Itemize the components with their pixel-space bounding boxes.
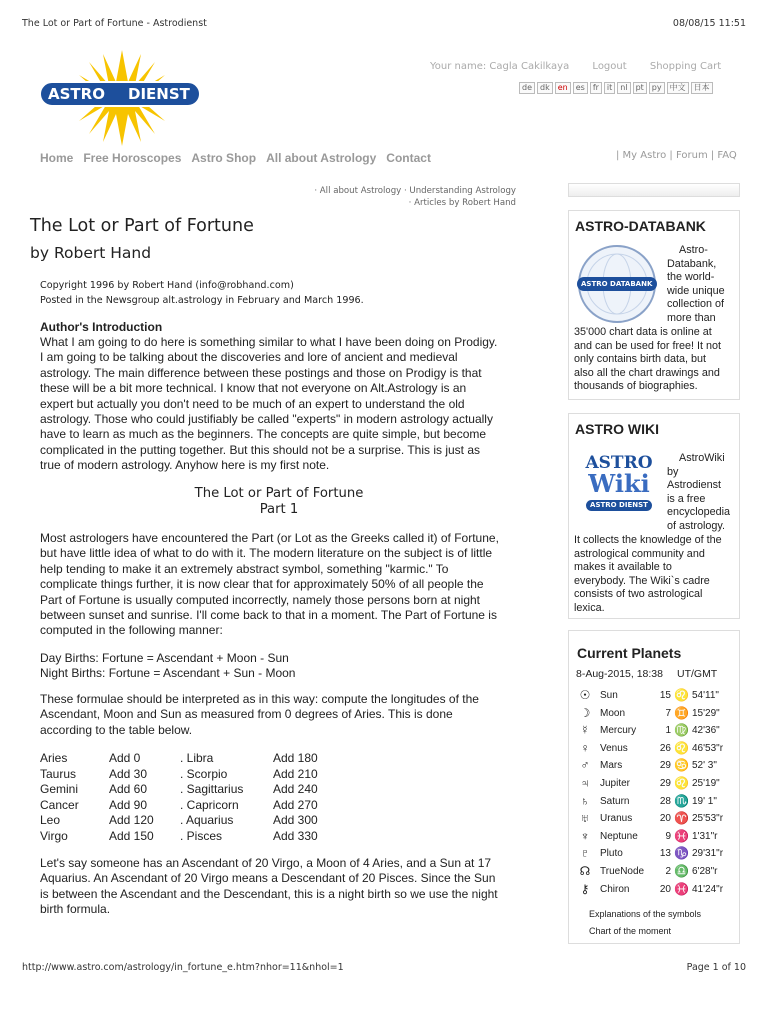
text-line: These formulae should be interpreted as in this way: compute the longitudes of the [40, 692, 479, 706]
user-name: Your name: Cagla Cakilkaya [430, 61, 570, 72]
text-line: more than [667, 311, 716, 324]
print-page-title: The Lot or Part of Fortune - Astrodienst [22, 18, 207, 29]
sign-offset-table [40, 751, 318, 844]
text-line: help tending to make it an extremely abstract symbol, something "karmic." To [40, 561, 449, 576]
planet-position: 6'28"r [692, 866, 718, 877]
text-line: according to the table below. [40, 722, 193, 737]
text-line: complicated in the putting together. But this should not be a surprise. This is just as [40, 442, 481, 457]
planets-heading: Current Planets [577, 645, 682, 661]
logo-text-dienst: DIENST [128, 85, 190, 103]
table-cell: Gemini [40, 782, 79, 796]
planet-name: Mercury [600, 725, 637, 737]
text-line: everybody. The Wiki`s cadre [574, 574, 710, 587]
planet-symbol-icon: ☊ [579, 864, 591, 878]
text-line: Part of Fortune is usually computed incorrectly, namely those persons born at night [40, 592, 480, 607]
table-cell: Aries [40, 751, 68, 765]
planet-position: 1'31"r [692, 830, 718, 842]
table-row [40, 798, 318, 814]
table-row [40, 767, 318, 783]
lang-zh[interactable]: 中文 [667, 82, 689, 94]
planet-row [575, 741, 741, 758]
planet-position: 42'36" [692, 725, 720, 737]
logout-link[interactable]: Logout [592, 61, 627, 72]
planet-position: 25'19" [692, 778, 720, 789]
planet-row [575, 846, 741, 863]
text-line: between sunset and sunrise. I'll come back to that in a moment. The Part of Fortune is [40, 608, 497, 623]
text-line: I am going to be talking about the discoveries and lore of ancient and medieval [40, 350, 458, 365]
zodiac-sign-icon: ♊ [674, 705, 689, 720]
planet-row [575, 758, 741, 775]
table-cell: . Libra [180, 751, 214, 765]
planet-symbol-icon: ☿ [580, 723, 590, 738]
table-cell: Virgo [40, 828, 68, 843]
text-line: 35'000 chart data is online at [574, 326, 712, 338]
print-url: http://www.astro.com/astrology/in_fortune_e.htm?nhor=11&nhol=1 [22, 962, 344, 973]
planet-symbol-icon: ♂ [580, 758, 590, 773]
planet-position: 15'29" [692, 707, 720, 719]
text-line: is a free [667, 492, 706, 505]
nav-free-horoscopes[interactable]: Free Horoscopes [83, 151, 182, 165]
lang-fr[interactable]: fr [590, 82, 602, 94]
part-heading [40, 486, 518, 518]
lang-it[interactable]: it [604, 82, 615, 94]
table-cell: Add 120 [109, 813, 154, 827]
planet-degree: 2 [665, 866, 671, 877]
planets-datetime [576, 668, 717, 680]
table-row [40, 782, 318, 798]
astro-wiki-box[interactable] [568, 413, 740, 619]
print-footer [22, 962, 746, 973]
planet-symbol-icon: ♃ [580, 776, 590, 790]
table-cell: . Aquarius [180, 813, 234, 827]
zodiac-sign-icon: ♌ [674, 740, 689, 755]
zodiac-sign-icon: ♑ [674, 846, 689, 861]
table-row [40, 751, 318, 767]
wiki-heading[interactable]: ASTRO WIKI [575, 421, 659, 437]
text-line: makes it available to [574, 561, 672, 574]
lang-nl[interactable]: nl [617, 82, 630, 94]
planet-position: 25'53"r [692, 813, 724, 825]
text-line: astrological community and [574, 547, 705, 560]
table-cell: . Scorpio [180, 766, 228, 781]
text-line: encyclopedia [667, 506, 731, 519]
zodiac-sign-icon: ♍ [674, 723, 689, 738]
databank-text-wide [574, 326, 721, 394]
planet-degree: 13 [659, 848, 671, 860]
planet-row [575, 811, 741, 828]
table-cell: Taurus [40, 766, 77, 781]
planet-symbol-icon: ⚷ [580, 881, 590, 896]
planet-symbol-icon: ♆ [580, 828, 590, 843]
zodiac-sign-icon: ♓ [674, 828, 689, 843]
wiki-text-wide [574, 534, 722, 616]
planet-row [575, 794, 741, 811]
lang-ja[interactable]: 日本 [691, 82, 713, 94]
copyright-block [40, 278, 364, 308]
text-line: consists of two astrological [574, 588, 703, 601]
planet-name: Sun [600, 690, 618, 701]
page-title: The Lot or Part of Fortune [30, 216, 254, 236]
planet-degree: 29 [659, 760, 671, 772]
intro-heading: Author's Introduction [40, 320, 163, 334]
nav-home[interactable]: Home [40, 151, 74, 165]
print-page-number: Page 1 of 10 [686, 962, 746, 973]
planet-degree: 29 [659, 778, 671, 789]
table-cell: Add 180 [273, 751, 318, 765]
current-planets-box [568, 630, 740, 944]
planet-row [575, 882, 741, 899]
planet-row [575, 688, 741, 705]
planet-position: 46'53"r [692, 742, 724, 754]
planet-degree: 28 [659, 795, 671, 807]
text-line: computed in the following manner: [40, 623, 223, 638]
lang-py[interactable]: py [649, 82, 665, 94]
planet-position: 29'31"r [692, 848, 724, 860]
zodiac-sign-icon: ♏ [674, 793, 689, 808]
text-line: astrology. The main difference between these postings and those on Prodigy is that [40, 365, 482, 380]
table-cell: Add 330 [273, 828, 318, 843]
planet-symbol-icon: ☉ [579, 688, 591, 702]
text-line: and can be used for free! It not [574, 339, 722, 352]
article-byline: by Robert Hand [30, 244, 152, 262]
part-subtitle: Part 1 [259, 502, 299, 517]
breadcrumb-line-1[interactable]: · All about Astrology · Understanding Astrology [314, 186, 516, 196]
wiki-logo-top: ASTRO [585, 453, 653, 473]
planet-row [575, 829, 741, 846]
table-cell: Add 90 [109, 797, 148, 812]
main-nav [40, 151, 431, 165]
chart-of-moment-link[interactable]: Chart of the moment [589, 926, 672, 936]
text-line: have to learn as much as the beginners. The concepts are quite simple, but become [40, 427, 487, 442]
planet-position: 52' 3" [692, 760, 717, 772]
text-line: Databank, [667, 257, 717, 270]
symbols-explanation-link[interactable]: Explanations of the symbols [589, 909, 702, 919]
planet-degree: 20 [659, 813, 671, 825]
text-line: Astro- [679, 244, 708, 256]
planet-row [575, 864, 741, 881]
text-line: the world- [667, 271, 715, 284]
table-cell: Leo [40, 813, 61, 827]
planet-name: Neptune [600, 830, 638, 842]
text-line: lexica. [574, 601, 605, 614]
planet-name: Saturn [600, 795, 630, 807]
planet-row [575, 723, 741, 740]
copyright-line: Copyright 1996 by Robert Hand (info@robhand.com) [40, 280, 294, 291]
wiki-text-narrow [667, 452, 730, 534]
planet-name: Chiron [600, 883, 630, 895]
planet-degree: 20 [659, 883, 671, 895]
paragraph-4 [40, 856, 518, 918]
planet-name: Mars [600, 760, 623, 772]
table-cell: Add 300 [273, 813, 318, 827]
planet-row [575, 776, 741, 793]
text-line: complicate things further, it is now clear that for approximately 50% of all people the [40, 577, 484, 592]
shopping-cart-link[interactable]: Shopping Cart [649, 61, 722, 72]
lang-dk[interactable]: dk [537, 82, 553, 94]
planet-name: Moon [600, 707, 626, 719]
table-cell: Add 0 [109, 751, 141, 765]
planet-degree: 7 [665, 707, 671, 719]
databank-heading[interactable]: ASTRO-DATABANK [575, 218, 706, 234]
text-line: collection of [667, 298, 725, 311]
text-line: also all the chart drawings and [574, 366, 720, 379]
text-line: is between the Ascendant and the Descendant, this is a night birth so we use the night [40, 886, 498, 901]
planet-position: 41'24"r [692, 883, 724, 895]
nav-astro-shop[interactable]: Astro Shop [191, 151, 257, 165]
planet-degree: 9 [665, 830, 671, 842]
zodiac-sign-icon: ♈ [674, 811, 689, 826]
planet-name: Venus [600, 742, 628, 754]
planet-name: Jupiter [600, 778, 631, 789]
planet-position: 19' 1" [692, 795, 717, 807]
text-line: AstroWiki [679, 452, 725, 464]
table-cell: Add 150 [109, 828, 154, 843]
text-line: What I am going to do here is something similar to what I have been doing on Prodigy. [40, 335, 498, 349]
planets-timezone: UT/GMT [676, 668, 718, 680]
print-datetime: 08/08/15 11:51 [672, 18, 746, 29]
text-line: Ascendant, Moon and Sun as measured from 0 degrees of Aries. This is done [40, 707, 453, 722]
table-row [40, 813, 318, 829]
planet-name: Pluto [600, 848, 623, 860]
planet-row [575, 706, 741, 723]
lang-es[interactable]: es [573, 82, 588, 94]
lang-de[interactable]: de [519, 82, 535, 94]
text-line: astrology. Those who could justifiably be called "experts" in modern astrology actually [40, 412, 493, 427]
table-cell: . Pisces [180, 828, 223, 843]
text-line: expert but actually you don't need to be much of an expert to understand the old [40, 396, 465, 411]
text-line: but have little idea of what to do with it. The modern literature on the subject is of little [40, 546, 493, 561]
print-header [22, 18, 746, 29]
zodiac-sign-icon: ♋ [674, 758, 689, 773]
text-line: true of modern astrology. Anyhow here is my first note. [40, 458, 330, 473]
table-cell: Cancer [40, 797, 79, 812]
posted-line: Posted in the Newsgroup alt.astrology in February and March 1996. [40, 295, 364, 306]
sidebar-top-box [568, 183, 740, 197]
planet-degree: 1 [665, 725, 671, 737]
table-cell: Add 30 [109, 766, 148, 781]
text-line: these will be a bit more technical. I know that not everyone on Alt.Astrology is an [40, 381, 467, 396]
planets-date: 8-Aug-2015, 18:38 [576, 668, 663, 680]
nav-all-about-astrology[interactable]: All about Astrology [266, 151, 377, 165]
planet-position: 54'11" [692, 690, 719, 701]
formula-block [40, 651, 518, 682]
planet-symbol-icon: ♄ [580, 793, 590, 808]
databank-badge-text: ASTRO DATABANK [581, 280, 653, 288]
astro-databank-box[interactable] [568, 210, 740, 400]
table-cell: Add 210 [273, 766, 318, 781]
breadcrumb-line-2[interactable]: · Articles by Robert Hand [408, 198, 516, 208]
table-cell: Add 240 [273, 782, 318, 796]
intro-paragraph [40, 335, 518, 474]
text-line: It collects the knowledge of the [574, 534, 722, 546]
zodiac-sign-icon: ♓ [674, 881, 689, 896]
lang-pt[interactable]: pt [633, 82, 647, 94]
text-line: of astrology. [667, 519, 726, 532]
table-cell: . Capricorn [180, 797, 239, 812]
planet-degree: 26 [659, 742, 671, 754]
planet-symbol-icon: ♅ [580, 811, 590, 826]
planet-symbol-icon: ☽ [579, 705, 591, 720]
text-line: by [667, 465, 679, 478]
formula-day: Day Births: Fortune = Ascendant + Moon - Sun [40, 651, 289, 665]
nav-contact[interactable]: Contact [386, 151, 431, 165]
text-line: Aquarius. An Ascendant of 20 Virgo means a Descendant of 20 Pisces. Since the Sun [40, 871, 496, 886]
astrodienst-logo[interactable] [38, 50, 208, 146]
zodiac-sign-icon: ♌ [674, 776, 689, 790]
databank-text-narrow [667, 244, 725, 326]
wiki-logo-bottom: ASTRO DIENST [586, 500, 652, 511]
zodiac-sign-icon: ♎ [674, 864, 689, 878]
language-selector [519, 82, 713, 94]
table-cell: . Sagittarius [180, 782, 244, 796]
breadcrumb [314, 185, 516, 209]
text-line: only contains birth data, but [574, 353, 707, 366]
paragraph-2 [40, 531, 518, 639]
part-title: The Lot or Part of Fortune [194, 486, 364, 501]
paragraph-3 [40, 692, 518, 738]
text-line: Let's say someone has an Ascendant of 20 Virgo, a Moon of 4 Aries, and a Sun at 17 [40, 856, 492, 870]
planet-symbol-icon: ♇ [580, 846, 590, 861]
text-line: wide unique [667, 284, 725, 297]
planet-degree: 15 [659, 690, 671, 701]
table-cell: Add 270 [273, 797, 318, 812]
astrowiki-logo-icon [579, 454, 659, 526]
text-line: thousands of biographies. [574, 380, 698, 393]
zodiac-sign-icon: ♌ [674, 688, 689, 702]
nav-secondary-links[interactable]: | My Astro | Forum | FAQ [616, 150, 737, 161]
planet-name: TrueNode [600, 866, 645, 877]
planet-symbol-icon: ♀ [580, 740, 590, 755]
table-cell: Add 60 [109, 782, 148, 796]
user-bar [430, 61, 721, 72]
table-row [40, 829, 318, 845]
wiki-logo-mid: Wiki [588, 469, 650, 498]
text-line: Astrodienst [667, 479, 722, 492]
lang-en[interactable]: en [555, 82, 571, 94]
text-line: birth formula. [40, 902, 111, 917]
text-line: Most astrologers have encountered the Part (or Lot as the Greeks called it) of Fortune, [40, 531, 499, 545]
planet-name: Uranus [600, 813, 633, 825]
formula-night: Night Births: Fortune = Ascendant + Sun - Moon [40, 666, 296, 681]
logo-text-astro: ASTRO [48, 85, 105, 103]
